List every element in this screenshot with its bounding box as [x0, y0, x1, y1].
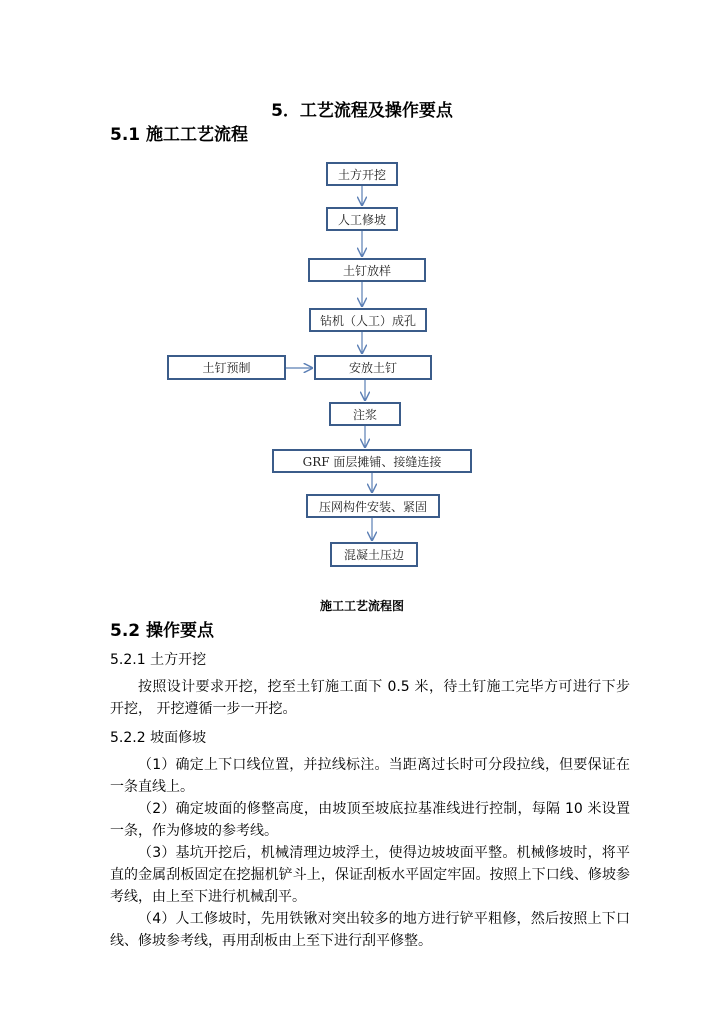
page-title: 5．工艺流程及操作要点 — [271, 101, 453, 121]
subsection-5-2-2-title: 5.2.2 坡面修坡 — [110, 730, 207, 746]
subsection-5-2-1-title: 5.2.1 土方开挖 — [110, 652, 207, 668]
section-5-2-title: 5.2 操作要点 — [110, 621, 215, 641]
list-item: （3）基坑开挖后，机械清理边坡浮土，使得边坡坡面平整。机械修坡时，将平直的金属刮板固定在挖掘机铲斗上，保证刮板水平固定牢固。按照上下口线、修坡参考线，由上至下进行机械刮平。 — [110, 845, 630, 905]
section-5-1-title: 5.1 施工工艺流程 — [110, 125, 249, 145]
list-item: （4）人工修坡时，先用铁锹对突出较多的地方进行铲平粗修，然后按照上下口线、修坡参考线，再用刮板由上至下进行刮平修整。 — [110, 911, 630, 949]
node-nail-install: 安放土钉 — [314, 355, 432, 380]
list-item: （1）确定上下口线位置，并拉线标注。当距离过长时可分段拉线，但要保证在一条直线上。 — [110, 757, 630, 795]
node-nail-layout: 土钉放样 — [308, 258, 426, 282]
node-concrete-edge: 混凝土压边 — [330, 542, 418, 567]
node-mesh-install: 压网构件安装、紧固 — [306, 494, 440, 518]
node-nail-prefab: 土钉预制 — [167, 355, 286, 380]
node-grouting: 注浆 — [329, 402, 401, 426]
node-grf-laying: GRF 面层摊铺、接缝连接 — [272, 449, 472, 473]
node-drilling: 钻机（人工）成孔 — [309, 308, 427, 332]
list-item: （2）确定坡面的修整高度，由坡顶至坡底拉基准线进行控制，每隔 10 米设置一条，作为修坡的参考线。 — [110, 801, 630, 839]
subsection-5-2-1-text: 按照设计要求开挖，挖至土钉施工面下 0.5 米，待土钉施工完毕方可进行下步开挖， 开挖遵循一步一开挖。 — [110, 679, 630, 717]
flowchart-caption: 施工工艺流程图 — [319, 599, 404, 613]
node-excavation: 土方开挖 — [326, 162, 398, 186]
node-manual-slope: 人工修坡 — [326, 207, 398, 231]
